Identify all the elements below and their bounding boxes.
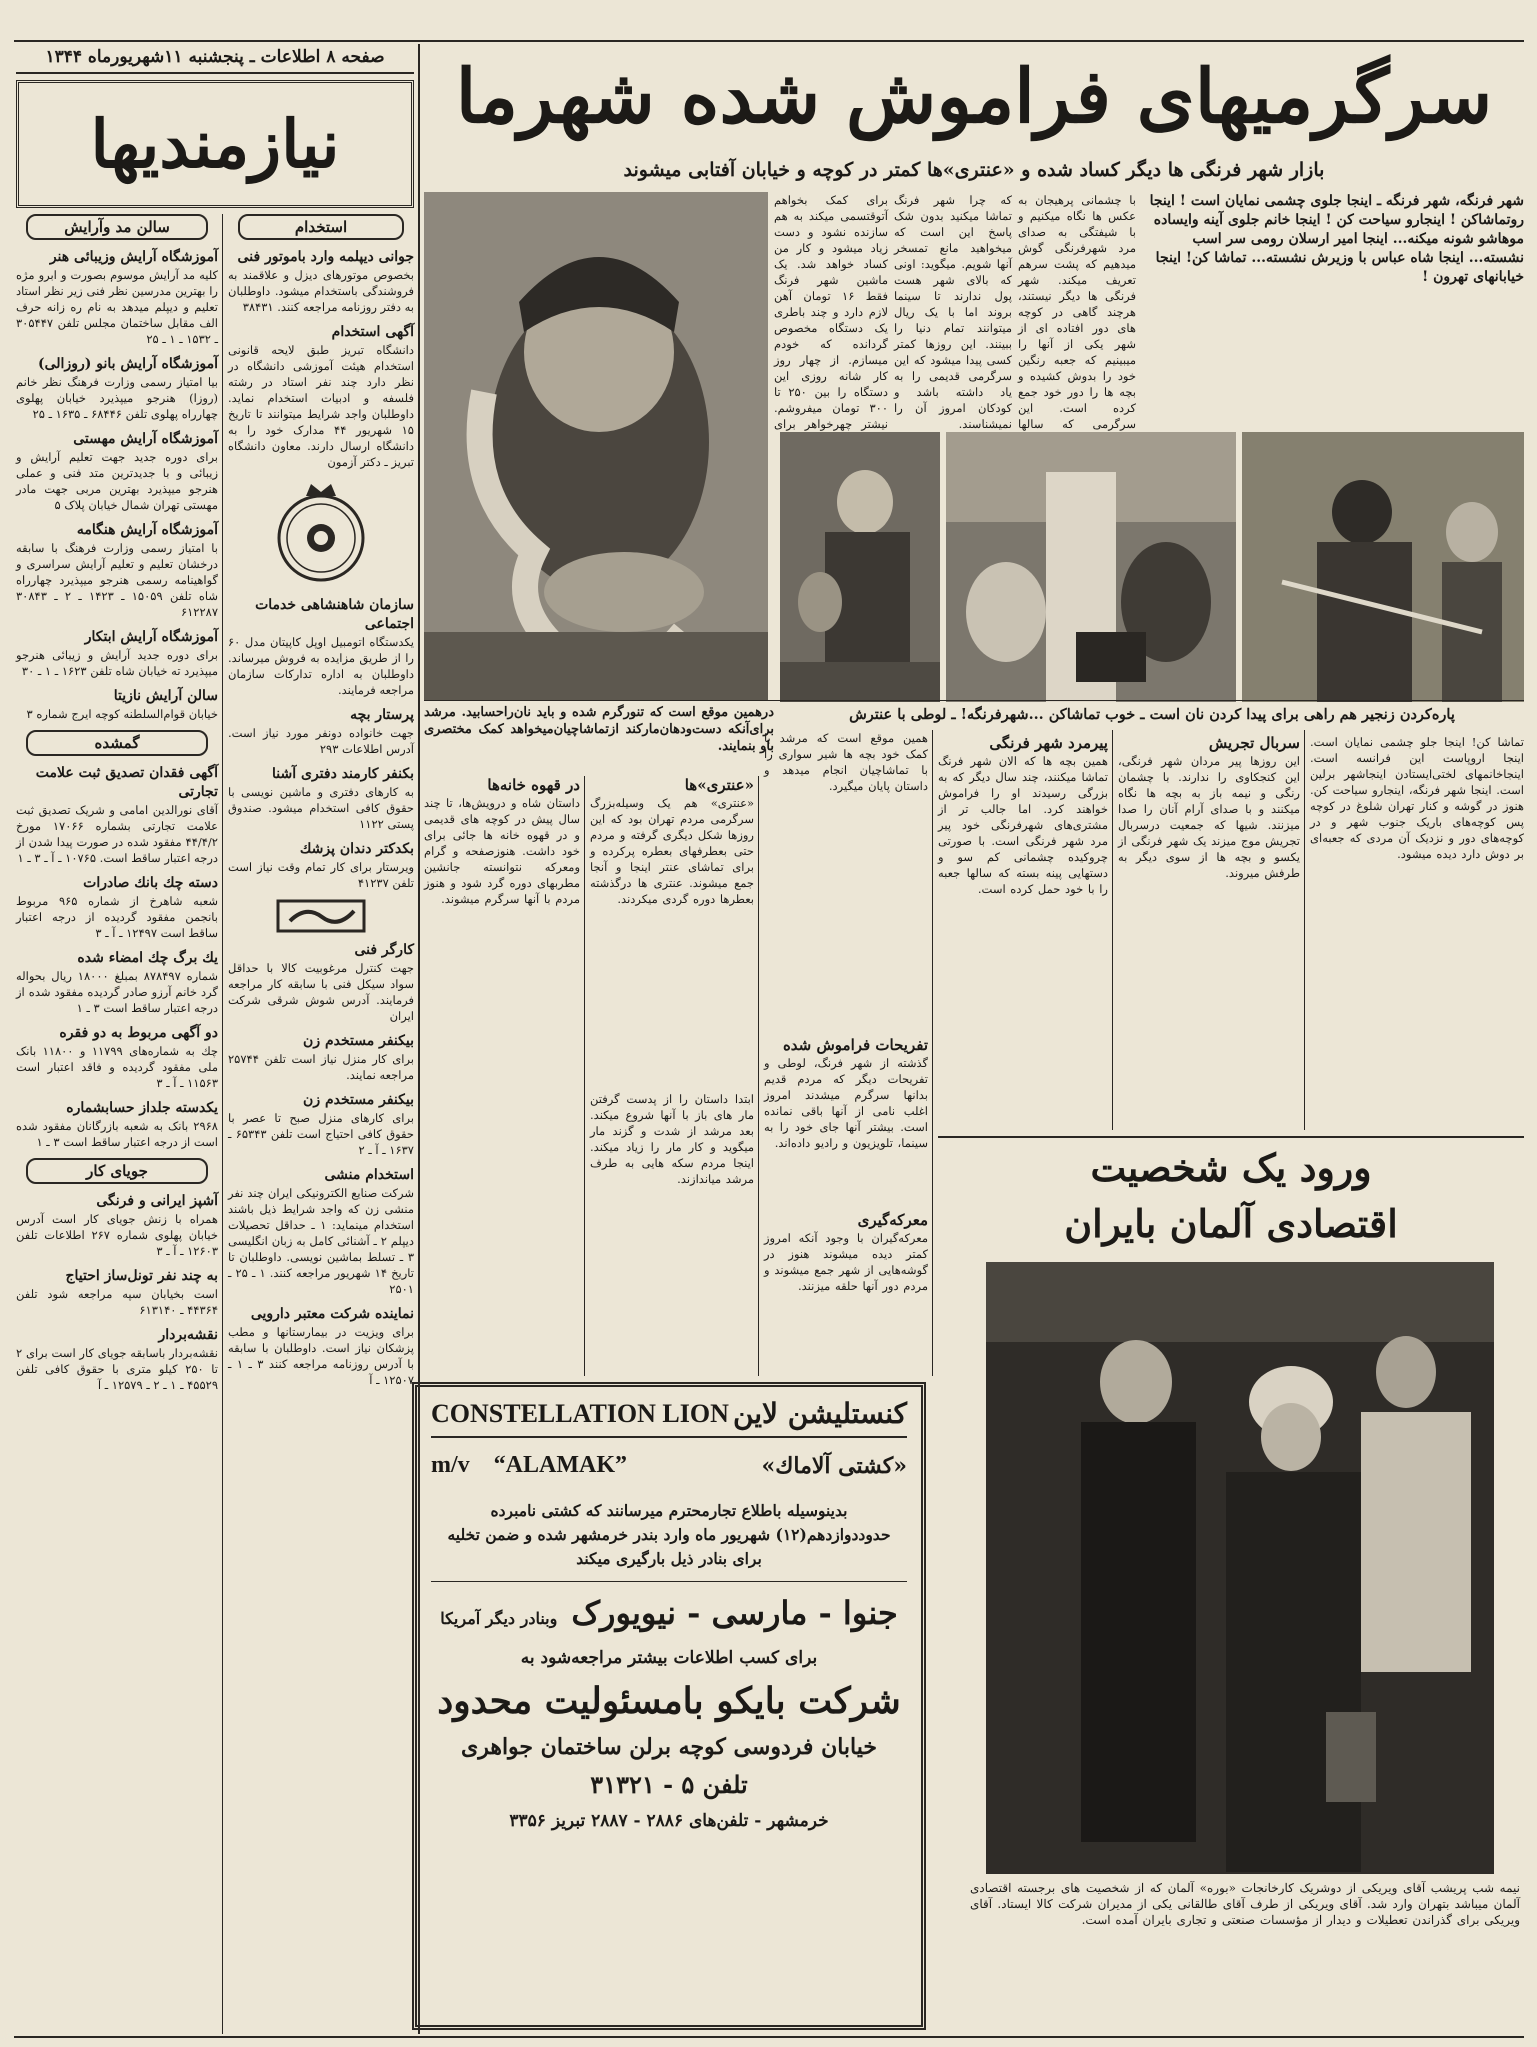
lower-col-rule bbox=[584, 776, 585, 1376]
peepshow-photo bbox=[946, 432, 1236, 702]
classified-item-body: خیابان قوام‌السلطنه کوچه ایرج شماره ۳ bbox=[26, 707, 218, 721]
classified-item-body: به کارهای دفتری و ماشین نویسی با حقوق کافی استخدام میشود. صندوق پستی ۱۱۲۲ bbox=[228, 785, 414, 831]
col-rule-2 bbox=[222, 214, 223, 2034]
lower-col-rule bbox=[932, 730, 933, 1376]
classified-item-title: آموزشگاه آرایش هنگامه bbox=[76, 522, 218, 538]
snake-charmer-photo bbox=[424, 192, 768, 700]
ad-vessel-english bbox=[431, 1452, 627, 1479]
ad-body: بدینوسیله باطلاع تجارمحترم میرسانند که کشتی نامبرده حدوددوازدهم(۱۲) شهریور ماه وارد بندر خرمشهر شده و ضمن تخلیه برای بنادر ذیل بارگیری میکند bbox=[447, 1501, 891, 1568]
caption-rule bbox=[424, 700, 1524, 701]
classified-item-title: آموزشگاه آرایش بانو (روزالی) bbox=[38, 356, 218, 372]
classified-item bbox=[16, 949, 218, 1016]
chain-breaker-photo bbox=[1242, 432, 1524, 702]
snake-photo-caption: درهمین موقع است که تنورگرم شده و باید نان‌راحسابید. مرشد برای‌آنکه دست‌ودهان‌مارکند ازتماشاچیان‌میخواهد کمک مختصری باو بنمایند. bbox=[424, 705, 774, 754]
classified-item-title: پرستار بچه bbox=[350, 707, 414, 723]
classified-item-body: برای دوره جدید آرایش و زیبائی هنرجو میپذیرد ته خیابان شاه تلفن ۱۶۲۳ ـ ۱ ـ ۳۰ bbox=[16, 648, 218, 678]
classified-item-title: استخدام منشی bbox=[324, 1167, 414, 1183]
classified-right-column bbox=[228, 214, 414, 2034]
visit-top-rule bbox=[938, 1136, 1524, 1138]
classified-item bbox=[16, 1192, 218, 1259]
classified-item bbox=[16, 521, 218, 620]
lost-header: گمشده bbox=[26, 730, 208, 756]
classified-item-body: برای کار منزل نیاز است تلفن ۲۵۷۴۴ مراجعه نمایند. bbox=[228, 1052, 414, 1082]
classified-item-title: نماینده شرکت معتبر دارویی bbox=[250, 1306, 414, 1322]
lower-col-rule bbox=[1304, 730, 1305, 1130]
photos-caption: پاره‌کردن زنجیر هم راهی برای پیدا کردن نان است ـ خوب تماشاکن ...شهرفرنگه! ـ لوطی با عنترش bbox=[849, 706, 1455, 723]
visit-caption: نیمه شب پریشب آقای ویریکی از دوشریک کارخانجات «بوره» آلمان که از شخصیت های برجسته اقتصادی آلمان میباشد بتهران وارد شد. آقای ویریکی از طرف آقای طالقانی یکی از مدیران شرکت کالا ایستاد. آقای ویریکی برای گذراندن تعطیلات و دیدار از مؤسسات صنعتی و تجاری بایران آمده است. bbox=[970, 1881, 1520, 1927]
classified-item-title: آموزشگاه آرایش ابتکار bbox=[84, 629, 218, 645]
ad-phone: تلفن ۵ - ۳۱۳۲۱ bbox=[590, 1770, 748, 1799]
classified-item bbox=[16, 1267, 218, 1318]
classified-item bbox=[16, 1326, 218, 1393]
classified-item bbox=[228, 1091, 414, 1158]
lower-column-f-text: داستان شاه و درویش‌ها، تا چند سال پیش در کوچه های قدیمی و در قهوه خانه ها جائی برای خود داشت. هنوزصفحه و گرام ومعرکه نتوانسته جانشین مطربهای دوره گرد شود و هنوز مردم با آنها سرگرم میشوند. bbox=[424, 796, 580, 906]
classified-item-title: سالن آرایش نازیتا bbox=[113, 688, 218, 704]
ad-branches: خرمشهر - تلفن‌های ۲۸۸۶ - ۲۸۸۷ تبریز ۳۳۵۶ bbox=[509, 1811, 829, 1831]
classified-item-title: جوانی دیپلمه وارد باموتور فنی bbox=[237, 249, 414, 265]
lower-column-c-heading: پیرمرد شهر فرنگی bbox=[989, 734, 1108, 752]
classified-item-body: برای دوره جدید جهت تعلیم آرایش و زیبائی و با جدیدترین متد فنی و عملی هنرجو میپذیرد بهترین مربی جهت مادر مهستی تهران شمال خیابان پلاک ۵ bbox=[16, 450, 218, 512]
classified-item-body: برای کارهای منزل صبح تا عصر با حقوق کافی احتیاج است تلفن ۶۵۳۴۳ ـ ۱۶۳۷ ـ آ ـ ۲ bbox=[228, 1111, 414, 1157]
classified-item-body: کلیه مد آرایش موسوم بصورت و ابرو مژه را بهترین مدرسین نظر فنی زیر نظر استاد تعلیم و دیپلم میدهد به نام ره زانه حرف الف مقابل ساختمان مجلس تلفن ۳۰۵۴۴۷ ـ ۱۵۳۲ ـ ۱ ـ ۲۵ bbox=[16, 268, 218, 346]
ad-title-english: CONSTELLATION LION bbox=[431, 1398, 729, 1428]
classified-item-body: یکدستگاه اتومبیل اوپل کاپیتان مدل ۶۰ را از طریق مزایده به فروش میرساند. داوطلبان به اداره تدارکات سازمان مراجعه فرمایند. bbox=[228, 635, 414, 697]
visit-headline-1: ورود یک شخصیت bbox=[1090, 1145, 1372, 1190]
classified-item-title: آشپز ایرانی و فرنگی bbox=[96, 1193, 218, 1209]
main-headline: سرگرمیهای فراموش شده شهرما bbox=[455, 54, 1493, 140]
classified-item bbox=[228, 1305, 414, 1388]
monkey-photo bbox=[780, 432, 940, 702]
subheadline: بازار شهر فرنگی ها دیگر کساد شده و «عنتری»ها کمتر در کوچه و خیابان آفتابی میشوند bbox=[623, 159, 1325, 181]
classified-item bbox=[228, 1166, 414, 1297]
classified-item-title: آموزشگاه آرایش مهستی bbox=[73, 431, 218, 447]
classified-item bbox=[16, 430, 218, 513]
classified-item-body: بیا امتیاز رسمی وزارت فرهنگ نظر خانم (روزا) هنرجو میپذیرد خیابان پهلوی چهارراه پهلوی تلفن ۶۸۴۴۶ ـ ۱۶۳۵ ـ ۲۵ bbox=[16, 375, 218, 421]
emblem-icon bbox=[266, 478, 376, 588]
lower-column-a-body: تماشا کن! اینجا جلو چشمی نمایان است. اینجا اروپاست این فرانسه است. اینجاخانمهای لختی‌ایستادن اینجاشهر برلین است. اینجا شهر فرنگه، اینجارو سیاحت کن. هنوز در گوشه و کنار تهران شلوغ در کوچه پس کوچه‌های باریک جنوب شهر و در کوچه‌های دور و نزدیک آن مردی که جعبه‌ای بر دوش دارد دیده میشود. bbox=[1310, 735, 1524, 861]
classified-item-body: بخصوص موتورهای دیزل و علاقمند به فروشندگی باستخدام میشود. داوطلبان به دفتر روزنامه مراجعه کنند. ۳۸۴۳۱ bbox=[228, 268, 414, 314]
classified-item-title: یکدسته جلداز حسابشماره bbox=[66, 1100, 218, 1116]
classified-item-body: شعبه شاهرخ از شماره ۹۶۵ مربوط بانجمن مفقود گردیده از درجه اعتبار ساقط است ۱۲۴۹۷ ـ آ ـ ۳ bbox=[16, 894, 218, 940]
classified-item-body: جهت خانواده دونفر مورد نیاز است. آدرس اطلاعات ۲۹۳ bbox=[228, 726, 414, 756]
classified-item-title: دو آگهی مربوط به دو فقره bbox=[59, 1025, 218, 1041]
classified-item-title: کارگر فنی bbox=[354, 942, 414, 958]
ad-title-row bbox=[431, 1397, 907, 1438]
lower-column-h-heading: تفریحات فراموش شده bbox=[782, 1036, 928, 1054]
classified-item-body: برای ویزیت در بیمارستانها و مطب پزشکان نیاز است. داوطلبان با سابقه با آدرس روزنامه مراجعه کنند ۳ ـ ۱ ـ ۱۲۵۰۷ ـ آ bbox=[228, 1325, 415, 1387]
classified-item-title: بکنفر کارمند دفتری آشنا bbox=[272, 766, 414, 782]
section-title-box bbox=[16, 80, 414, 208]
lower-column-a bbox=[1310, 734, 1524, 1130]
folio-rule bbox=[16, 72, 414, 74]
lower-column-b-body: این روزها پیر مردان شهر فرنگی، این کنجکاوی را ندارند. با چشمان رنگی و نیمه باز به بچه ها نگاه میکنند و با صدای آرام آنان را صدا میزنند. شیها که جمعیت درسربال تجریش موج میزند یک شهر فرنگی از یکسو و بچه ها از سوی دیگر به طرفش میروند. bbox=[1117, 754, 1300, 880]
lower-column-c-body: همین بچه ها که الان شهر فرنگ تماشا میکنند، چند سال دیگر که به بزرگی رسیدند او را فراموش خواهند کرد. اما جالب تر از مشتری‌های شهرفرنگی خود پیر مرد شهر فرنگی است. با صورتی چروکیده چشمانی کم سو و دستهایی پینه بسته که سالها جعبه را با خود حمل کرده است. bbox=[938, 754, 1108, 896]
classified-item bbox=[228, 1032, 414, 1083]
classified-item-title: سازمان شاهنشاهی خدمات اجتماعی bbox=[255, 597, 414, 632]
classified-item bbox=[228, 323, 414, 470]
classified-item bbox=[16, 628, 218, 679]
classified-item-title: یك برگ چك امضاء شده bbox=[77, 950, 218, 966]
lower-column-h-body: گذشته از شهر فرنگ، لوطی و تفریحات دیگر که مردم قدیم بدانها سرگرم میشدند امروز اغلب نامی از آنها باقی نمانده است. بیشتر آنها جای خود را به سینما، تلویزیون و رادیو داده‌اند. bbox=[764, 1056, 928, 1150]
company-logo bbox=[228, 899, 414, 933]
article-lead: شهر فرنگه، شهر فرنگه ـ اینجا جلوی چشمی نمایان است ! اینجا روتماشاکن ! اینجارو سیاحت کن ! اینجا خانم جلوی آینه وایساده موهاشو شونه میکنه... اینجا امیر ارسلان رومی سر اسب نشسته... اینجا شاه عباس با وزیرش نشسته... تماشا کن! اینجا خیابانهای تهرون ! bbox=[1149, 193, 1524, 285]
shipping-advertisement bbox=[412, 1382, 926, 2030]
lower-column-i-body: معرکه‌گیران با وجود آنکه امروز کمتر دیده میشوند هنوز در گوشه‌هایی از شهر جمع میشوند و مردم دور آنها حلقه میزنند. bbox=[764, 1231, 928, 1293]
section-title: نیازمندیها bbox=[90, 105, 340, 183]
classified-item-body: دانشگاه تبریز طبق لایحه قانونی استخدام هیئت آموزشی دانشگاه در نظر دارد چند نفر استاد در رشته فلسفه و ادبیات استخدام نماید. داوطلبان واجد شرایط میتوانند تا تاریخ ۱۵ شهریور ۴۴ مدارک خود را به دانشگاه ارسال دارند. معاون دانشگاه تبریز ـ دکتر آزمون bbox=[228, 343, 414, 469]
classified-item bbox=[228, 596, 414, 698]
visit-photo bbox=[986, 1262, 1494, 1874]
employment-header: استخدام bbox=[238, 214, 404, 240]
classified-item bbox=[228, 706, 414, 757]
classified-item-title: آموزشگاه آرایش وزیبائی هنر bbox=[49, 249, 218, 265]
bottom-rule bbox=[14, 2036, 1524, 2038]
classified-item bbox=[228, 941, 414, 1024]
article-column-3: که چرا شهر فرنگ تماشا میکنید بدون شک پاسخ این است که میخواهید مانع تمسخر آنها شویم. میگوید: اونی که بالای شهر هست پول ندارند تا سینما بروند اما با یک ریال میتوانند تمام دنیا را ببینند. این روزها کمتر کسی پیدا میشود که این سرگرمی قدیمی را به یاد داشته باشد و کودکان امروز آن را نمیشناسند. bbox=[894, 193, 1012, 431]
classified-item-title: دسته چك بانك صادرات bbox=[83, 875, 218, 891]
lower-column-e bbox=[590, 776, 754, 1376]
lower-column-g-body: همین موقع است که مرشد با کمک خود بچه ها شیر سواری را با تماشاچیان انجام میدهد و داستان پایان میگیرد. bbox=[764, 731, 928, 793]
lower-col-rule bbox=[1112, 730, 1113, 1130]
ad-vessel-name: “ALAMAK” bbox=[493, 1452, 627, 1478]
classified-item-body: ۲۹۶۸ بانک به شعبه بازرگانان مفقود شده است از درجه اعتبار ساقط است ۳ ـ ۱ bbox=[16, 1119, 218, 1149]
folio: صفحه ۸ اطلاعات ـ پنجشنبه ۱۱شهریورماه ۱۳۴۴ bbox=[45, 47, 385, 67]
lower-column-b bbox=[1118, 734, 1300, 1130]
lower-column-f bbox=[424, 776, 580, 1376]
classified-item bbox=[16, 687, 218, 722]
classified-item-title: به چند نفر تونل‌ساز احتیاج bbox=[65, 1268, 218, 1284]
classified-left-column bbox=[16, 214, 218, 2034]
lower-column-c bbox=[938, 734, 1108, 1130]
classified-item-body: جهت کنترل مرغوبیت کالا با حداقل سواد سیکل فنی با سابقه کار مراجعه فرمایند. آدرس شوش شرقی شرکت ایران bbox=[228, 961, 414, 1023]
classified-item-title: آگهی استخدام bbox=[331, 324, 414, 340]
lower-column-d-body: «عنتری» هم یک وسیله‌بزرگ سرگرمی مردم تهران بود که این روزها شکل دیگری گرفته و مردم حتی بعطرفهای بعطره پرکرده و برای تماشای عنتر اینجا و آنجا جمع میشوند. عنتری ها درگذشته بعطرها دوره گردی میکردند. bbox=[590, 796, 754, 906]
classified-item-body: ویرستار برای کار تمام وقت نیاز است تلفن ۴۱۲۳۷ bbox=[228, 860, 414, 890]
classified-item-body: آقای نورالدین امامی و شریک تصدیق ثبت علامت تجارتی بشماره ۱۷۰۶۶ مورخ ۴۴/۴/۲ مفقود شده در صورت پیدا شدن از درجه اعتبار ساقط است. ۱۰۷۶۵ ـ آ ـ ۳ ـ ۱ bbox=[16, 803, 218, 865]
article-column-4: برای کمک بخواهم آتوقتسمی میکند به هم سازنده نشود و دست زیاد میشود و کار من کساد خواهد شد. یک ماشین شهر فرنگ فقط ۱۶ تومان آهن لازم دارد و چند باطری یک دستگاه مخصوص گردانده که خودم میسازم. از چهار روز کار شانه روزی این دستگاه را بین ۲۵۰ تا ۳۰۰ تومان میفروشم. نیشتر چهرخواهر برای bbox=[774, 193, 889, 431]
lower-col-rule bbox=[758, 776, 759, 1376]
lower-column-f-body: ابتدا داستان را از پدست گرفتن مار های باز با آنها شروع میکند. بعد مرشد از شدت و گزند مار میگوید و کار مار را زیاد میکند. اینجا مردم سکه هایی به طرف مرشد میاندازند. bbox=[590, 1092, 754, 1186]
classified-item-title: نقشه‌بردار bbox=[158, 1327, 218, 1343]
classified-item bbox=[16, 1099, 218, 1150]
classified-item-title: بیکنفر مستخدم زن bbox=[303, 1033, 414, 1049]
classified-item bbox=[16, 874, 218, 941]
article-column-2: با چشمانی پرهیجان به عکس ها نگاه میکنیم و با شیفتگی به صدای مرد شهرفرنگی گوش میدهیم که پشت سرهم تعریف میکند. شهر فرنگی ها دیگر نیستند، هرچند گاهی در کوچه های دور افتاده ای از شهر یکی از آنها را میبینیم که جعبه رنگین خود را بدوش کشیده و بچه ها را دور خود جمع کرده است. این سرگرمی که سالها bbox=[1018, 193, 1136, 431]
ad-vessel-row bbox=[431, 1438, 907, 1489]
jobs-header: جویای کار bbox=[26, 1158, 208, 1184]
lower-column-f-heading: در قهوه خانه‌ها bbox=[487, 776, 580, 794]
classified-item bbox=[228, 765, 414, 832]
lower-column-d bbox=[764, 730, 928, 1376]
ad-vessel-persian: «کشتی آلاماك» bbox=[761, 1452, 907, 1479]
classified-item-title: بکدکتر دندان پزشك bbox=[299, 841, 414, 857]
ad-route-row bbox=[431, 1581, 907, 1644]
lower-column-i-heading: معرکه‌گیری bbox=[857, 1211, 928, 1229]
social-services-emblem bbox=[228, 478, 414, 588]
ad-info: برای کسب اطلاعات بیشتر مراجعه‌شود به bbox=[520, 1648, 818, 1668]
classified-item bbox=[228, 248, 414, 315]
classified-item-body: شماره ۸۷۸۴۹۷ بمبلغ ۱۸۰۰۰ ریال بحواله گرد خانم آرزو صادر گردیده مفقود شده از درجه اعتبار ساقط است ۳ ـ ۱ bbox=[16, 969, 218, 1015]
classified-item bbox=[16, 248, 218, 347]
classified-item bbox=[16, 1024, 218, 1091]
ad-route-note: وبنادر دیگر آمریکا bbox=[440, 1609, 558, 1628]
classified-item bbox=[228, 840, 414, 891]
classified-item-body: چك به شماره‌های ۱۱۷۹۹ و ۱۱۸۰۰ بانک ملی مفقود گردیده و فاقد اعتبار است ۱۱۵۶۳ ـ آ ـ ۳ bbox=[16, 1044, 218, 1090]
visit-headline-2: اقتصادی آلمان بایران bbox=[1064, 1201, 1398, 1246]
ad-company: شرکت بایکو بامسئولیت محدود bbox=[437, 1680, 901, 1722]
ad-title-persian: کنستلیشن‌ لاین bbox=[732, 1397, 907, 1430]
beauty-header: سالن مد وآرایش bbox=[26, 214, 208, 240]
classified-item-title: بیکنفر مستخدم زن bbox=[303, 1092, 414, 1108]
classified-item-body: با امتیاز رسمی وزارت فرهنگ با سابقه درخشان تعلیم و تعلیم آرایش سراسری و گواهینامه رسمی هنرجو میپذیرد چهارراه شاه تلفن ۱۵۰۵۹ ـ ۱۴۲۳ ـ ۲ ـ ۳۰۸۴۳ ۶۱۲۲۸۷ bbox=[16, 541, 218, 619]
classified-item bbox=[16, 764, 218, 866]
lower-column-d-heading: «عنتری»ها bbox=[684, 776, 754, 794]
ad-route: جنوا - مارسی - نیویورک bbox=[571, 1594, 898, 1632]
classified-item-body: نقشه‌بردار باسابقه جویای کار است برای ۲ تا ۲۵۰ کیلو متری با حقوق کافی تلفن ۴۵۵۲۹ ـ ۱ ـ ۲ ـ ۱۲۵۷۹ ـ آ bbox=[16, 1346, 218, 1392]
ad-address: خیابان فردوسی کوچه برلن ساختمان جواهری bbox=[460, 1734, 877, 1760]
ad-vessel-label: m/v bbox=[431, 1452, 470, 1478]
classified-item-body: است بخیابان سپه مراجعه شود تلفن ۴۴۳۶۴ ـ ۶۱۳۱۴۰ bbox=[16, 1287, 218, 1317]
lower-column-b-heading: سربال تجریش bbox=[1208, 734, 1300, 752]
classified-item-title: آگهی فقدان تصدیق ثبت علامت تجارتی bbox=[35, 765, 218, 800]
classified-item-body: همراه با زنش جویای کار است آدرس خیابان پهلوی شماره ۲۶۷ اطلاعات تلفن ۱۲۶۰۳ ـ آ ـ ۳ bbox=[16, 1212, 218, 1258]
classified-item-body: شرکت صنایع الکترونیکی ایران چند نفر منشی زن که واجد شرایط ذیل باشند استخدام مینماید: ۱ ـ حداقل تحصیلات دیپلم ۲ ـ آشنائی کامل به زبان انگلیسی ۳ ـ تسلط بماشین نویسی. داوطلبان تا تاریخ ۱۴ شهریور مراجعه کنند. ۱ ـ ۲۵ ـ ۲۵۰۱ bbox=[228, 1186, 415, 1296]
classified-item bbox=[16, 355, 218, 422]
logo-icon bbox=[276, 899, 366, 933]
